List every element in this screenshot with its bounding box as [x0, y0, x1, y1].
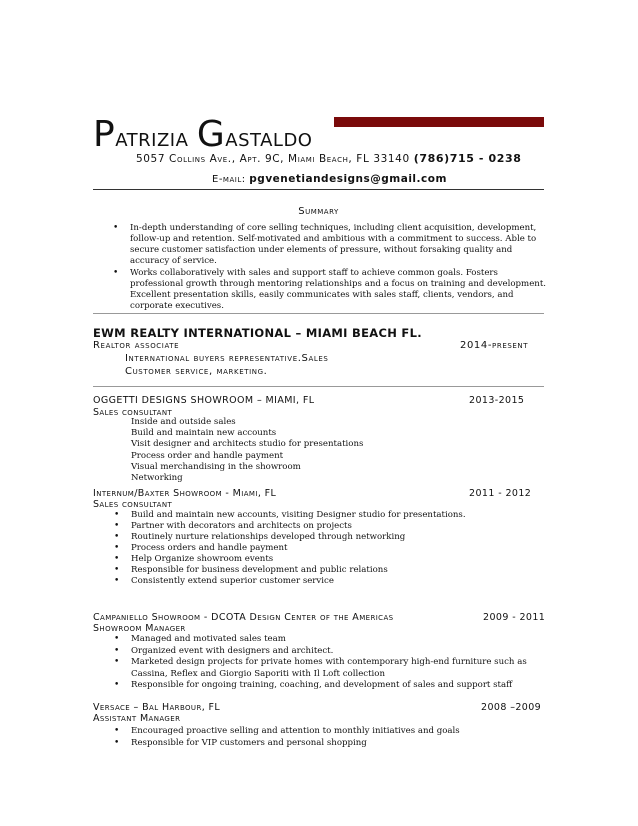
bullet-icon: • [114, 634, 120, 644]
contact-address: 5057 Collins Ave., Apt. 9C, Miami Beach, FL 33140 (786)715 - 0238 [136, 152, 522, 165]
job-role-oggetti: Sales consultant [93, 407, 173, 418]
list-item: • Marketed design projects for private homes with contemporary high-end furniture such as Cassina, Reflex and Giorgio Saporiti with Il Loft collection [114, 657, 527, 679]
summary-title: Summary [298, 206, 339, 217]
bullet-icon: • [114, 532, 120, 542]
list-item: Visit designer and architects studio for presentations [131, 439, 364, 450]
job-company: OGGETTI DESIGNS SHOWROOM – MIAMI, FL [93, 395, 315, 406]
job-dates: 2009 - 2011 [483, 612, 546, 623]
contact-email-line: E-mail: pgvenetiandesigns@gmail.com [212, 173, 447, 185]
bullet-icon: • [113, 223, 119, 233]
job-dates: 2013-2015 [469, 395, 525, 406]
bullet-icon: • [114, 565, 120, 575]
job-company: Versace – Bal Harbour, FL [93, 702, 221, 713]
job-desc-ewm-2: Customer service, marketing. [125, 366, 268, 377]
contact-email: pgvenetiandesigns@gmail.com [249, 173, 447, 185]
summary-bullet: • In-depth understanding of core selling techniques, including client acquisition, development, follow-up and retention. Self-motivated and ambitious with a commitment to success. Able to secure customer satisfaction under elements of pressure, without forsaking quality and accuracy of service. [113, 223, 537, 266]
list-item: Networking [131, 473, 183, 484]
versace-duties [114, 725, 541, 749]
job-role-campaniello: Showroom Manager [93, 623, 186, 634]
list-item: • Managed and motivated sales team [114, 634, 286, 644]
list-item: Process order and handle payment [131, 450, 284, 461]
job-role-internum: Sales consultant [93, 499, 173, 510]
bullet-icon: • [114, 657, 120, 667]
list-item: • Encouraged proactive selling and attention to monthly initiatives and goals [114, 726, 460, 736]
bullet-icon: • [114, 510, 120, 520]
job-company: Internum/Baxter Showroom - Miami, FL [93, 488, 277, 499]
summary-list [113, 223, 547, 312]
list-item: Inside and outside sales [131, 417, 236, 427]
internum-duties [114, 510, 551, 587]
list-item: • Help Organize showroom events [114, 554, 274, 564]
oggetti-duties [131, 417, 363, 484]
list-item: • Build and maintain new accounts, visiting Designer studio for presentations. [114, 510, 466, 520]
job-dates: 2008 –2009 [481, 702, 542, 713]
list-item: • Responsible for ongoing training, coaching, and development of sales and support staff [114, 680, 513, 690]
campaniello-duties [114, 634, 541, 692]
summary-bullet: • Works collaboratively with sales and support staff to achieve common goals. Fosters professional growth through mentoring relationships and a focus on training and development. Excellent presentation skills, easily communicates with sales staff, clients, vendors, and corporate executives. [113, 268, 547, 311]
job-dates-ewm: 2014-present [460, 340, 529, 351]
section-divider [93, 386, 544, 387]
bullet-icon: • [114, 738, 120, 748]
job-company: Campaniello Showroom - DCOTA Design Center of the Americas [93, 612, 394, 623]
list-item: • Responsible for VIP customers and personal shopping [114, 738, 367, 748]
list-item: Build and maintain new accounts [131, 428, 277, 439]
job-dates: 2011 - 2012 [469, 488, 532, 499]
bullet-icon: • [114, 645, 120, 656]
list-item: • Process orders and handle payment [114, 543, 288, 553]
bullet-icon: • [114, 521, 120, 531]
contact-phone: (786)715 - 0238 [413, 152, 522, 165]
bullet-icon: • [114, 726, 120, 736]
job-role-versace: Assistant Manager [93, 713, 181, 724]
bullet-icon: • [114, 576, 120, 586]
list-item: • Partner with decorators and architects on projects [114, 521, 352, 531]
bullet-icon: • [114, 680, 120, 690]
header-divider [93, 189, 544, 190]
list-item: • Organized event with designers and architect. [114, 645, 334, 656]
bullet-icon: • [114, 543, 120, 553]
bullet-icon: • [114, 554, 120, 564]
job-company-ewm: EWM REALTY INTERNATIONAL – MIAMI BEACH FL. [93, 326, 422, 340]
job-desc-ewm-1: International buyers representative.Sales [125, 353, 329, 364]
list-item: • Responsible for business development and public relations [114, 565, 388, 575]
bullet-icon: • [113, 268, 119, 278]
list-item: Visual merchandising in the showroom [131, 461, 301, 472]
candidate-name: Patrizia Gastaldo [93, 114, 313, 155]
section-divider [93, 313, 544, 314]
list-item: • Consistently extend superior customer service [114, 576, 334, 586]
header-accent-bar [334, 117, 544, 127]
list-item: • Routinely nurture relationships developed through networking [114, 532, 406, 542]
job-role-ewm: Realtor associate [93, 340, 180, 351]
